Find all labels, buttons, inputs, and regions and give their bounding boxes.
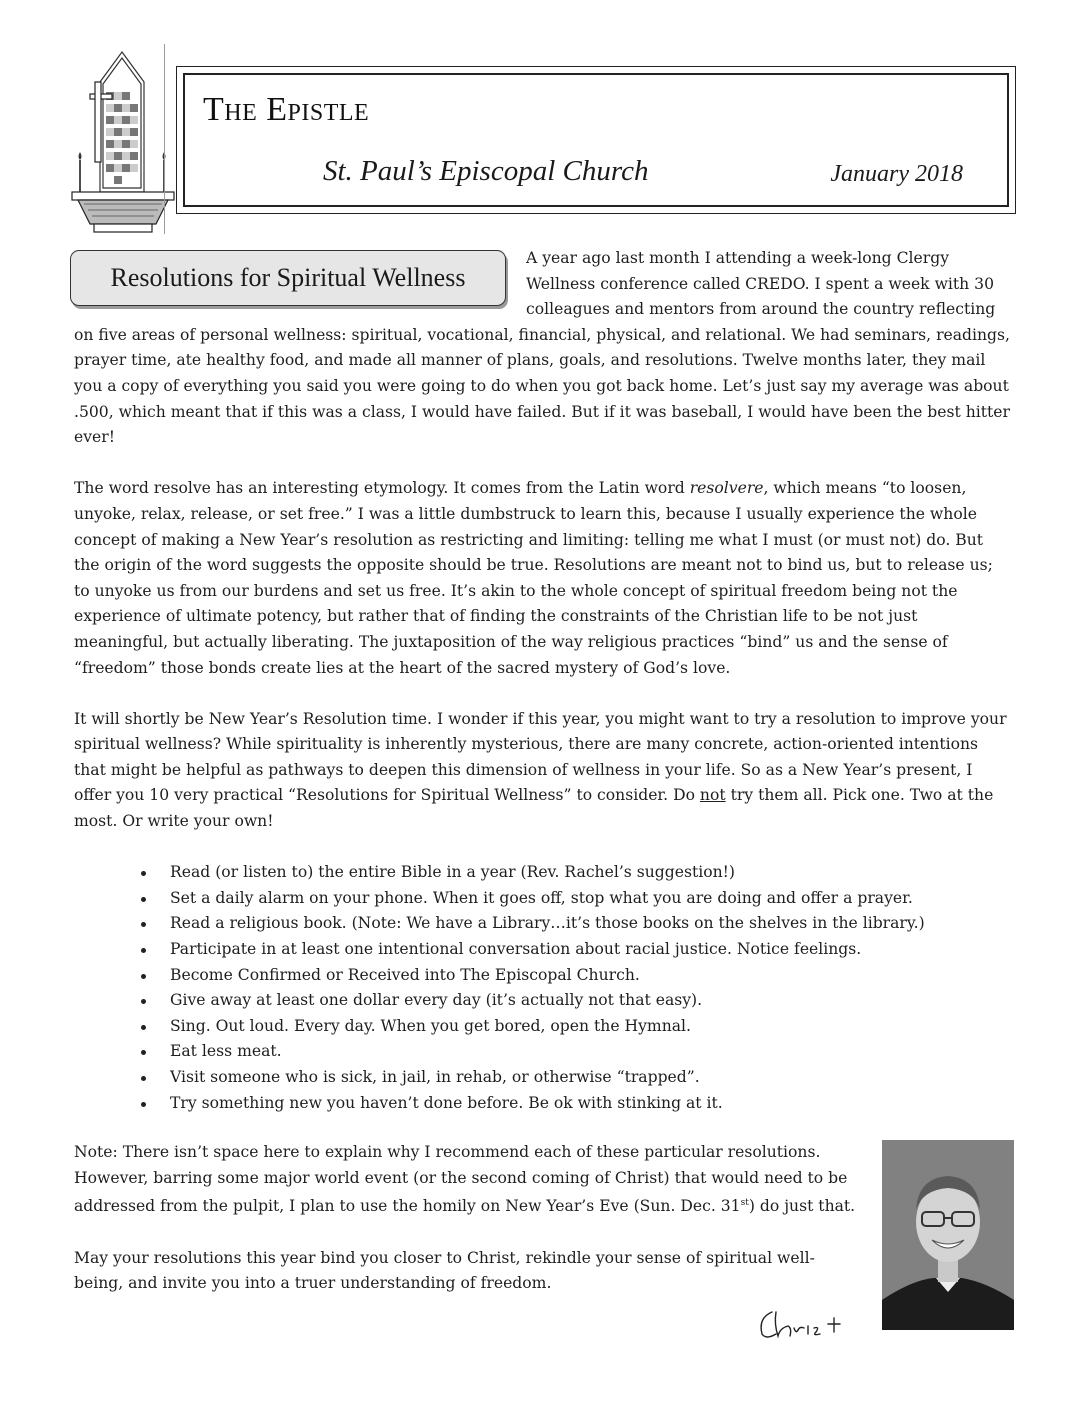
latin-word: resolvere [689,479,764,498]
resolutions-list [74,860,1012,1116]
author-signature [754,1304,854,1344]
list-item: Set a daily alarm on your phone. When it goes off, stop what you are doing and offer a prayer. [138,886,1012,912]
list-item: Read (or listen to) the entire Bible in a year (Rev. Rachel’s suggestion!) [138,860,1012,886]
masthead-inner-border [183,73,1009,207]
masthead [176,66,1016,214]
etymology-text-a: The word resolve has an interesting etymology. It comes from the Latin word [74,479,690,498]
invitation-text-a: It will shortly be New Year’s Resolution time. I wonder if this year, you might want to try a resolution to improve your spiritual wellness? While spirituality is inherently mysterious, there are many concrete, action-oriented intentions that might be helpful as pathways to deepen this dimension of wellness in your life. So as a New Year’s present, I offer you 10 very practical “Resolutions for Spiritual Wellness” to consider. Do [74,709,1007,805]
ordinal-suffix: st [740,1198,749,1209]
invitation-text-b: try them all. Pick one. Two at the most. Or write your own! [74,786,994,831]
list-item: Become Confirmed or Received into The Episcopal Church. [138,963,1012,989]
paragraph-intro: A year ago last month I attending a week-long Clergy Wellness conference called CREDO. I spent a week with 30 colleagues and mentors from around the country reflecting on five areas of personal wellness: spiritual, vocational, financial, physical, and relational. We had seminars, readings, prayer time, ate healthy food, and made all manner of plans, goals, and resolutions. Twelve months later, they mail you a copy of everything you said you were going to do when you got back home. Let’s just say my average was about .500, which meant that if this was a class, I would have failed. But if it was baseball, I would have been the best hitter ever! [74,249,1010,447]
list-item: Try something new you haven’t done before. Be ok with stinking at it. [138,1091,1012,1117]
note-text-a: Note: There isn’t space here to explain why I recommend each of these particular resolutions. However, barring some major world event (or the second coming of Christ) that would need to be addressed from the pulpit, I plan to use the homily on New Year’s Eve (Sun. Dec. 31 [74,1143,848,1216]
list-item: Give away at least one dollar every day (it’s actually not that easy). [138,988,1012,1014]
article-body [74,246,1012,1338]
church-name: St. Paul’s Episcopal Church [323,155,649,187]
list-item: Visit someone who is sick, in jail, in rehab, or otherwise “trapped”. [138,1065,1012,1091]
newsletter-title: The Epistle [203,91,370,128]
list-item: Sing. Out loud. Every day. When you get bored, open the Hymnal. [138,1014,1012,1040]
paragraph-note [74,1140,1012,1220]
emphasis-not: not [699,786,726,805]
author-portrait-photo [882,1140,1014,1330]
list-item: Participate in at least one intentional conversation about racial justice. Notice feelings. [138,937,1012,963]
issue-date: January 2018 [830,161,963,187]
paragraph-etymology [74,476,1012,681]
paragraph-closing: May your resolutions this year bind you closer to Christ, rekindle your sense of spiritual well-being, and invite you into a truer understanding of freedom. [74,1248,815,1293]
paragraph-invitation [74,707,1012,835]
article-headline: Resolutions for Spiritual Wellness [70,250,506,306]
list-item: Eat less meat. [138,1039,1012,1065]
church-window-logo [70,42,176,242]
list-item: Read a religious book. (Note: We have a Library…it’s those books on the shelves in the library.) [138,911,1012,937]
logo-divider [164,44,165,234]
note-text-b: ) do just that. [748,1197,856,1216]
etymology-text-b: , which means “to loosen, unyoke, relax, release, or set free.” I was a little dumbstruck to learn this, because I usually experience the whole concept of making a New Year’s resolution as restricting and limiting: telling me what I must (or must not) do. But the origin of the word suggests the opposite should be true. Resolutions are meant not to bind us, but to release us; to unyoke us from our burdens and set us free. It’s akin to the whole concept of spiritual freedom being not the experience of ultimate potency, but rather that of finding the constraints of the Christian life to be not just meaningful, but actually liberating. The juxtaposition of the way religious practices “bind” us and the sense of “freedom” those bonds create lies at the heart of the sacred mystery of God’s love. [74,479,993,677]
